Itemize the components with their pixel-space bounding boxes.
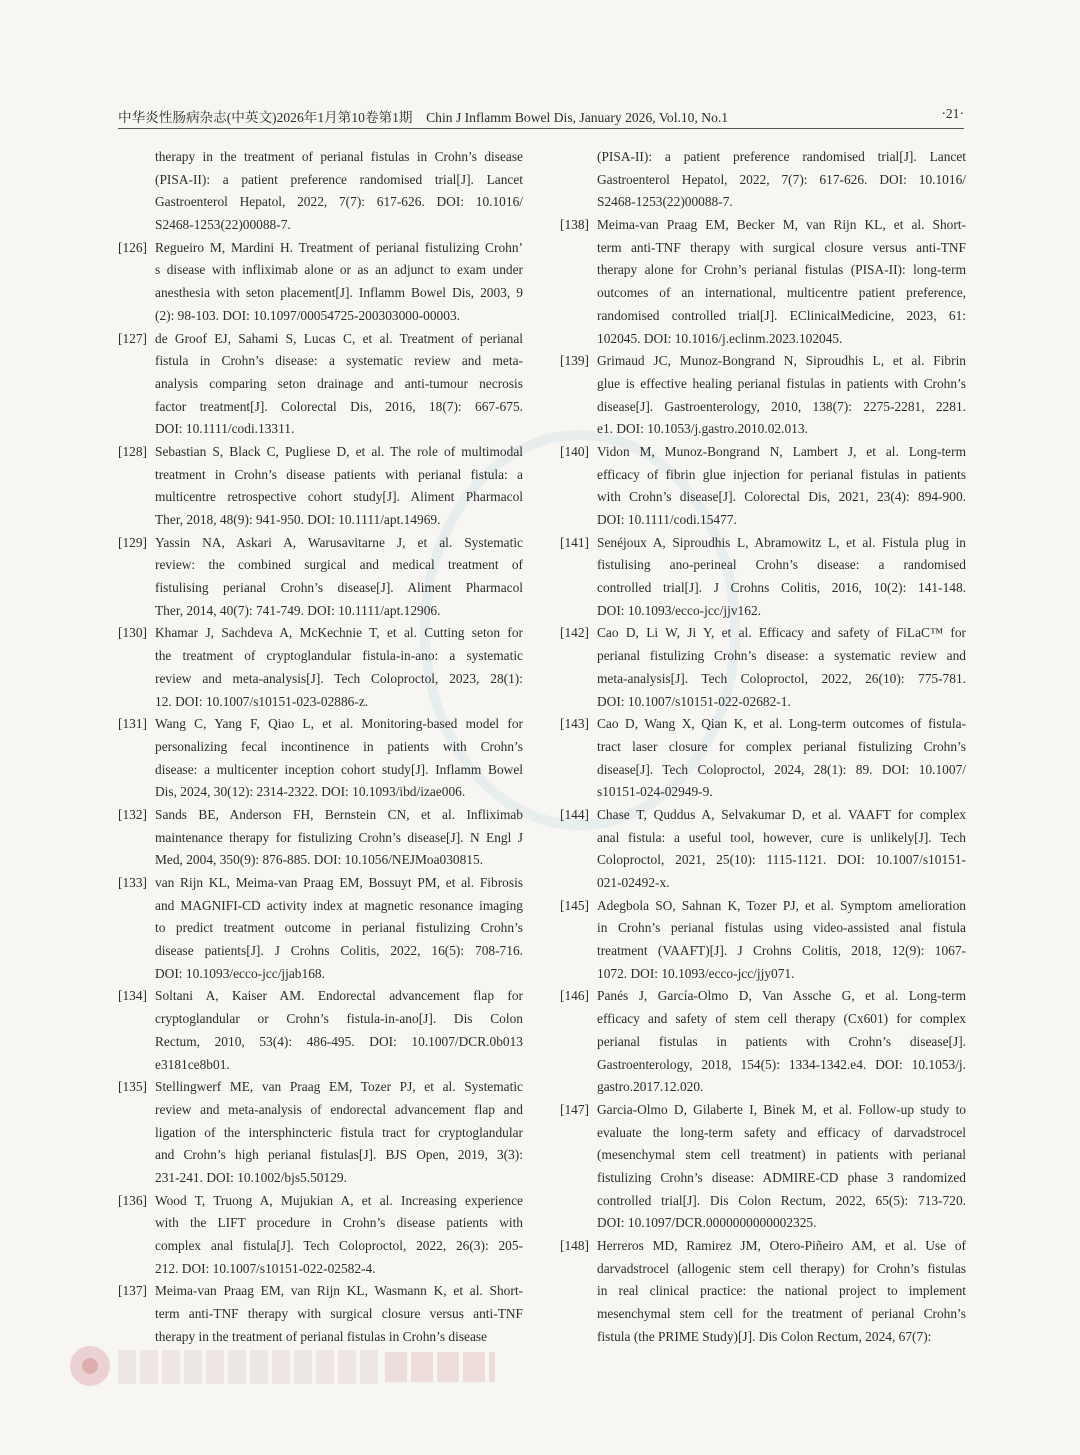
reference-line: Herreros MD, Ramirez JM, Otero-Piñeiro AM, et al. Use of	[597, 1238, 966, 1253]
reference-line: (PISA-II): a patient preference randomised trial[J]. Lancet	[155, 171, 523, 187]
reference-line: tract laser closure for complex perianal fistulizing Crohn’s	[597, 738, 966, 754]
reference-line: therapy in the treatment of perianal fistulas in Crohn’s disease	[155, 1328, 488, 1344]
reference-number: [142]	[560, 625, 590, 641]
reference-entry	[118, 1280, 523, 1348]
reference-entry	[118, 441, 523, 532]
reference-line: disease patients[J]. J Crohns Colitis, 2022, 16(5): 708-716.	[155, 943, 523, 959]
reference-line: Garcia-Olmo D, Gilaberte I, Binek M, et al. Follow-up study to	[597, 1101, 966, 1117]
reference-line: in Crohn’s perianal fistulas using video-assisted anal fistula	[597, 920, 966, 936]
reference-line: Wood T, Truong A, Mujukian A, et al. Increasing experience	[155, 1192, 523, 1208]
reference-line: Med, 2004, 350(9): 876-885. DOI: 10.1056/NEJMoa030815.	[155, 852, 484, 868]
reference-line: Senéjoux A, Siproudhis L, Abramowitz L, et al. Fistula plug in	[597, 534, 966, 550]
reference-line: multicentre retrospective cohort study[J]. Aliment Pharmacol	[155, 489, 523, 505]
reference-number: [135]	[118, 1079, 148, 1095]
reference-line: DOI: 10.1111/codi.13311.	[155, 421, 295, 437]
reference-line: anal fistula: a useful tool, however, cure is unlikely[J]. Tech	[597, 829, 966, 845]
reference-number: [132]	[118, 806, 148, 822]
reference-line: Soltani A, Kaiser AM. Endorectal advancement flap for	[155, 988, 523, 1004]
page-number: ·21·	[941, 106, 964, 121]
reference-line: Sebastian S, Black C, Pugliese D, et al. The role of multimodal	[155, 443, 523, 459]
reference-entry	[560, 895, 966, 986]
reference-line: treatment (VAAFT)[J]. J Crohns Colitis, 2018, 12(9): 1067-	[597, 943, 966, 959]
reference-entry	[118, 1076, 523, 1189]
reference-line: (2): 98-103. DOI: 10.1097/00054725-200303000-00003.	[155, 307, 460, 323]
reference-number: [144]	[560, 806, 590, 822]
reference-entry	[560, 214, 966, 350]
reference-entry	[118, 532, 523, 623]
reference-line: de Groof EJ, Sahami S, Lucas C, et al. Treatment of perianal	[155, 330, 523, 346]
reference-line: complex anal fistula[J]. Tech Coloproctol, 2022, 26(3): 205-	[155, 1238, 523, 1253]
reference-line: 102045. DOI: 10.1016/j.eclinm.2023.102045.	[597, 330, 843, 346]
reference-line: Gastroenterology, 2018, 154(5): 1334-1342.e4. DOI: 10.1053/j.	[597, 1056, 966, 1072]
reference-line: Regueiro M, Mardini H. Treatment of perianal fistulizing Crohn’	[155, 239, 523, 255]
reference-entry	[560, 532, 966, 623]
reference-line: meta-analysis[J]. Tech Coloproctol, 2022, 26(10): 775-781.	[597, 670, 966, 686]
reference-line: 12. DOI: 10.1007/s10151-023-02886-z.	[155, 693, 369, 709]
reference-line: Coloproctol, 2021, 25(10): 1115-1121. DOI: 10.1007/s10151-	[597, 852, 966, 868]
reference-number: [130]	[118, 625, 148, 641]
reference-number: [143]	[560, 716, 590, 732]
reference-entry	[118, 237, 523, 328]
reference-entry	[560, 1099, 966, 1235]
reference-line: fistulising perianal Crohn’s disease[J]. Aliment Pharmacol	[155, 580, 523, 596]
reference-line: in real clinical practice: the national project to implement	[597, 1283, 966, 1299]
reference-number: [137]	[118, 1283, 148, 1299]
reference-line: Chase T, Quddus A, Selvakumar D, et al. VAAFT for complex	[597, 806, 966, 822]
reference-line: and MAGNIFI-CD activity index at magnetic resonance imaging	[155, 897, 523, 913]
reference-line: term anti-TNF therapy with surgical closure versus anti-TNF	[155, 1306, 523, 1322]
reference-line: DOI: 10.1093/ecco-jcc/jjv162.	[597, 602, 761, 618]
reference-line: Dis, 2024, 30(12): 2314-2322. DOI: 10.1093/ibd/izae006.	[155, 784, 466, 800]
reference-line: disease: a multicenter inception cohort study[J]. Inflamm Bowel	[155, 761, 523, 777]
reference-number: [136]	[118, 1192, 148, 1208]
reference-line: to predict treatment outcome in perianal fistulizing Crohn’s	[155, 920, 523, 936]
reference-line: review and meta-analysis of endorectal advancement flap and	[155, 1101, 523, 1117]
reference-line: Gastroenterol Hepatol, 2022, 7(7): 617-626. DOI: 10.1016/	[155, 194, 523, 210]
reference-line: 212. DOI: 10.1007/s10151-022-02582-4.	[155, 1260, 376, 1276]
reference-line: fistula (the PRIME Study)[J]. Dis Colon Rectum, 2024, 67(7):	[597, 1328, 932, 1344]
reference-line: gastro.2017.12.020.	[597, 1079, 704, 1095]
reference-line: with Crohn’s disease[J]. Colorectal Dis, 2021, 23(4): 894-900.	[597, 489, 966, 505]
reference-number: [126]	[118, 239, 148, 255]
reference-entry	[118, 328, 523, 441]
journal-citation-header: 中华炎性肠病杂志(中英文)2026年1月第10卷第1期 Chin J Inflamm Bowel Dis, January 2026, Vol.10, No.1	[118, 110, 729, 125]
reference-line: fistulising ano-perineal Crohn’s disease: a randomised	[597, 557, 966, 573]
reference-line: controlled trial[J]. Dis Colon Rectum, 2022, 65(5): 713-720.	[597, 1192, 966, 1208]
reference-line: analysis comparing seton drainage and anti-tumour necrosis	[155, 375, 523, 391]
reference-line: perianal fistulas in patients with Crohn’s disease[J].	[597, 1033, 966, 1049]
publisher-logo-icon	[70, 1346, 110, 1386]
reference-entry	[118, 804, 523, 872]
reference-line: Meima-van Praag EM, van Rijn KL, Wasmann K, et al. Short-	[155, 1283, 523, 1299]
reference-line: Rectum, 2010, 53(4): 486-495. DOI: 10.1007/DCR.0b013	[155, 1033, 523, 1049]
reference-line: van Rijn KL, Meima-van Praag EM, Bossuyt PM, et al. Fibrosis	[155, 875, 523, 890]
reference-number: [145]	[560, 897, 590, 913]
reference-entry	[560, 713, 966, 804]
reference-line: ligation of the intersphincteric fistula tract for cryptoglandular	[155, 1124, 523, 1140]
reference-line: Gastroenterol Hepatol, 2022, 7(7): 617-626. DOI: 10.1016/	[597, 171, 966, 187]
reference-line: controlled trial[J]. J Crohns Colitis, 2016, 10(2): 141-148.	[597, 580, 966, 596]
running-header	[118, 106, 964, 128]
reference-number: [139]	[560, 353, 590, 369]
reference-entry	[560, 1235, 966, 1348]
reference-number: [140]	[560, 443, 590, 459]
reference-line: Ther, 2018, 48(9): 941-950. DOI: 10.1111/apt.14969.	[155, 512, 441, 527]
reference-entry	[118, 713, 523, 804]
reference-number: [133]	[118, 875, 148, 890]
reference-number: [129]	[118, 534, 148, 550]
reference-line: Khamar J, Sachdeva A, McKechnie T, et al. Cutting seton for	[155, 625, 523, 641]
reference-line: (PISA-II): a patient preference randomised trial[J]. Lancet	[597, 149, 966, 164]
reference-entry	[560, 146, 966, 214]
right-column	[560, 146, 966, 1348]
reference-line: anesthesia with seton placement[J]. Inflamm Bowel Dis, 2003, 9	[155, 285, 523, 301]
reference-line: perianal fistulizing Crohn’s disease: a systematic review and	[597, 648, 966, 664]
reference-line: personalizing fecal incontinence in patients with Crohn’s	[155, 738, 523, 754]
reference-entry	[118, 622, 523, 713]
reference-line: DOI: 10.1093/ecco-jcc/jjab168.	[155, 965, 325, 981]
reference-line: darvadstrocel (allogenic stem cell therapy) for Crohn’s fistulas	[597, 1260, 966, 1276]
reference-line: Wang C, Yang F, Qiao L, et al. Monitoring-based model for	[155, 716, 523, 732]
reference-line: therapy alone for Crohn’s perianal fistulas (PISA-II): long-term	[597, 262, 966, 278]
reference-entry	[560, 441, 966, 532]
reference-entry	[560, 622, 966, 713]
reference-line: Cao D, Wang X, Qian K, et al. Long-term outcomes of fistula-	[597, 716, 966, 732]
reference-number: [141]	[560, 534, 590, 550]
reference-number: [148]	[560, 1238, 590, 1253]
reference-line: Ther, 2014, 40(7): 741-749. DOI: 10.1111/apt.12906.	[155, 602, 441, 618]
reference-line: randomised controlled trial[J]. EClinicalMedicine, 2023, 61:	[597, 307, 966, 323]
reference-line: factor treatment[J]. Colorectal Dis, 2016, 18(7): 667-675.	[155, 398, 523, 414]
reference-line: DOI: 10.1007/s10151-022-02682-1.	[597, 693, 791, 709]
reference-entry	[118, 1190, 523, 1281]
reference-line: (mesenchymal stem cell treatment) in patients with perianal	[597, 1147, 966, 1163]
reference-line: Panés J, García-Olmo D, Van Assche G, et al. Long-term	[597, 988, 966, 1004]
reference-number: [131]	[118, 716, 148, 732]
reference-line: DOI: 10.1111/codi.15477.	[597, 512, 737, 527]
reference-line: Stellingwerf ME, van Praag EM, Tozer PJ, et al. Systematic	[155, 1079, 523, 1095]
reference-entry	[118, 985, 523, 1076]
reference-line: review and meta-analysis[J]. Tech Coloproctol, 2023, 28(1):	[155, 670, 523, 686]
reference-line: e1. DOI: 10.1053/j.gastro.2010.02.013.	[597, 421, 808, 437]
reference-line: therapy in the treatment of perianal fistulas in Crohn’s disease	[155, 149, 523, 164]
reference-number: [147]	[560, 1101, 590, 1117]
reference-line: disease[J]. Tech Coloproctol, 2024, 28(1): 89. DOI: 10.1007/	[597, 761, 966, 777]
reference-line: efficacy of fibrin glue injection for perianal fistulas in patients	[597, 466, 966, 482]
left-column	[118, 146, 523, 1348]
reference-line: mesenchymal stem cell for the treatment of perianal Crohn’s	[597, 1306, 966, 1322]
reference-line: S2468-1253(22)00088-7.	[155, 217, 291, 233]
reference-line: evaluate the long-term safety and efficacy of darvadstrocel	[597, 1124, 966, 1140]
header-rule	[118, 128, 964, 129]
reference-number: [127]	[118, 330, 148, 346]
reference-line: review: the combined surgical and medical treatment of	[155, 557, 523, 573]
reference-line: Sands BE, Anderson FH, Bernstein CN, et al. Infliximab	[155, 806, 523, 822]
reference-line: s10151-024-02949-9.	[597, 784, 713, 800]
reference-line: s disease with infliximab alone or as an adjunct to exam under	[155, 262, 523, 278]
reference-line: Meima-van Praag EM, Becker M, van Rijn KL, et al. Short-	[597, 217, 966, 233]
reference-line: cryptoglandular or Crohn’s fistula-in-ano[J]. Dis Colon	[155, 1011, 523, 1027]
reference-line: 021-02492-x.	[597, 875, 670, 890]
reference-entry	[560, 985, 966, 1098]
reference-line: fistulizing Crohn’s disease: ADMIRE-CD phase 3 randomized	[597, 1169, 966, 1185]
reference-line: disease[J]. Gastroenterology, 2010, 138(7): 2275-2281, 2281.	[597, 398, 966, 414]
reference-line: glue is effective healing perianal fistulas in patients with Crohn’s	[597, 375, 966, 391]
reference-number: [128]	[118, 443, 148, 459]
reference-line: Cao D, Li W, Ji Y, et al. Efficacy and safety of FiLaC™ for	[597, 625, 966, 641]
reference-line: e3181ce8b01.	[155, 1056, 230, 1072]
reference-line: Adegbola SO, Sahnan K, Tozer PJ, et al. Symptom amelioration	[597, 897, 966, 913]
reference-line: Grimaud JC, Munoz-Bongrand N, Siproudhis L, et al. Fibrin	[597, 353, 966, 369]
publisher-watermark-text	[118, 1350, 378, 1384]
reference-entry	[560, 350, 966, 441]
reference-line: fistula in Crohn’s disease: a systematic review and meta-	[155, 353, 523, 369]
reference-line: and Crohn’s high perianal fistulas[J]. BJS Open, 2019, 3(3):	[155, 1147, 523, 1163]
reference-line: maintenance therapy for fistulizing Crohn’s disease[J]. N Engl J	[155, 829, 523, 845]
reference-line: term anti-TNF therapy with surgical closure versus anti-TNF	[597, 239, 966, 255]
publisher-watermark-text-2	[385, 1352, 495, 1382]
reference-line: outcomes of an international, multicentre patient preference,	[597, 285, 966, 301]
reference-line: DOI: 10.1097/DCR.0000000000002325.	[597, 1215, 817, 1231]
reference-number: [138]	[560, 217, 590, 233]
reference-line: Yassin NA, Askari A, Warusavitarne J, et al. Systematic	[155, 534, 523, 550]
reference-line: with the LIFT procedure in Crohn’s disease patients with	[155, 1215, 523, 1231]
reference-line: the treatment of cryptoglandular fistula-in-ano: a systematic	[155, 648, 523, 664]
reference-number: [134]	[118, 988, 148, 1004]
reference-line: 1072. DOI: 10.1093/ecco-jcc/jjy071.	[597, 965, 795, 981]
reference-entry	[560, 804, 966, 895]
reference-line: treatment in Crohn’s disease patients with perianal fistula: a	[155, 466, 523, 482]
reference-number: [146]	[560, 988, 590, 1004]
reference-line: Vidon M, Munoz-Bongrand N, Lambert J, et al. Long-term	[597, 443, 966, 459]
reference-line: efficacy and safety of stem cell therapy (Cx601) for complex	[597, 1011, 966, 1027]
reference-line: S2468-1253(22)00088-7.	[597, 194, 733, 210]
reference-line: 231-241. DOI: 10.1002/bjs5.50129.	[155, 1169, 347, 1185]
reference-entry	[118, 146, 523, 237]
reference-entry	[118, 872, 523, 985]
